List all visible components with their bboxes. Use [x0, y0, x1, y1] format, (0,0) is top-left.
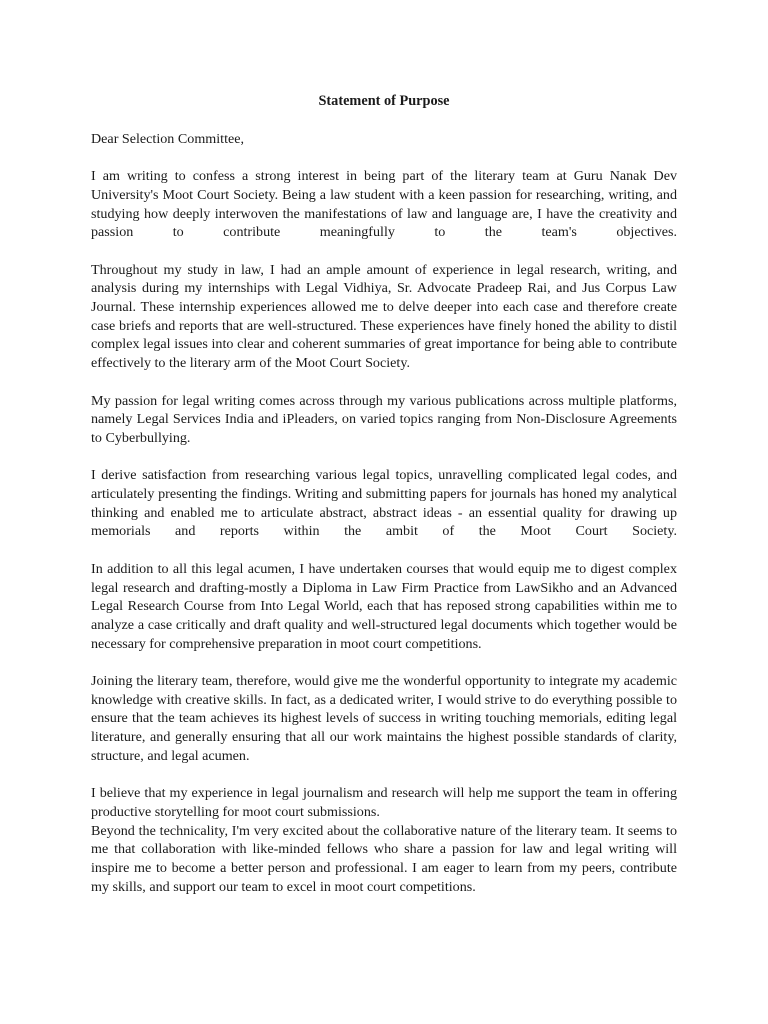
document-page: [91, 92, 677, 915]
paragraph-collaboration: Beyond the technicality, I'm very excited about the collaborative nature of the literary team. It seems to me that collaboration with like-minded fellows who share a passion for law and legal writing will inspire me to become a better person and professional. I am eager to learn from my peers, contribute my skills, and support our team to excel in moot court competitions.: [91, 822, 677, 895]
paragraph-interest: I am writing to confess a strong interest in being part of the literary team at Guru Nanak Dev University's Moot Court Society. Being a law student with a keen passion for researching, writing, and studying how deeply interwoven the manifestations of law and language are, I have the creativity and passion to contribute meaningfully to the team's objectives.: [91, 168, 677, 241]
paragraph-satisfaction: I derive satisfaction from researching various legal topics, unravelling complicated legal codes, and articulately presenting the findings. Writing and submitting papers for journals has honed my analytical thinking and enabled me to articulate abstract, abstract ideas - an essential quality for drawing up memorials and reports within the ambit of the Moot Court Society.: [91, 467, 677, 540]
document-title: Statement of Purpose: [318, 93, 450, 109]
paragraph-journalism: I believe that my experience in legal journalism and research will help me support the team in offering productive storytelling for moot court submissions.: [91, 785, 677, 820]
paragraph-courses: In addition to all this legal acumen, I have undertaken courses that would equip me to digest complex legal research and drafting-mostly a Diploma in Law Firm Practice from LawSikho and an Advanced Legal Research Course from Into Legal World, each that has reposed strong capabilities within me to analyze a case critically and draft quality and well-structured legal documents which together would be necessary for comprehensive preparation in moot court competitions.: [91, 560, 677, 652]
paragraph-publications: My passion for legal writing comes across through my various publications across multiple platforms, namely Legal Services India and iPleaders, on varied topics ranging from Non-Disclosure Agreements to Cyberbullying.: [91, 392, 677, 446]
salutation: Dear Selection Committee,: [91, 130, 245, 147]
paragraph-experience: Throughout my study in law, I had an ample amount of experience in legal research, writing, and analysis during my internships with Legal Vidhiya, Sr. Advocate Pradeep Rai, and Jus Corpus Law Journal. These internship experiences allowed me to delve deeper into each case and therefore create case briefs and reports that are well-structured. These experiences have finely honed the ability to distil complex legal issues into clear and coherent summaries of great importance for being able to contribute effectively to the literary arm of the Moot Court Society.: [91, 261, 677, 372]
paragraph-joining: Joining the literary team, therefore, would give me the wonderful opportunity to integrate my academic knowledge with creative skills. In fact, as a dedicated writer, I would strive to do everything possible to ensure that the team achieves its highest levels of success in writing touching memorials, editing legal literature, and generally ensuring that all our work maintains the highest possible standards of clarity, structure, and legal acumen.: [91, 673, 677, 764]
